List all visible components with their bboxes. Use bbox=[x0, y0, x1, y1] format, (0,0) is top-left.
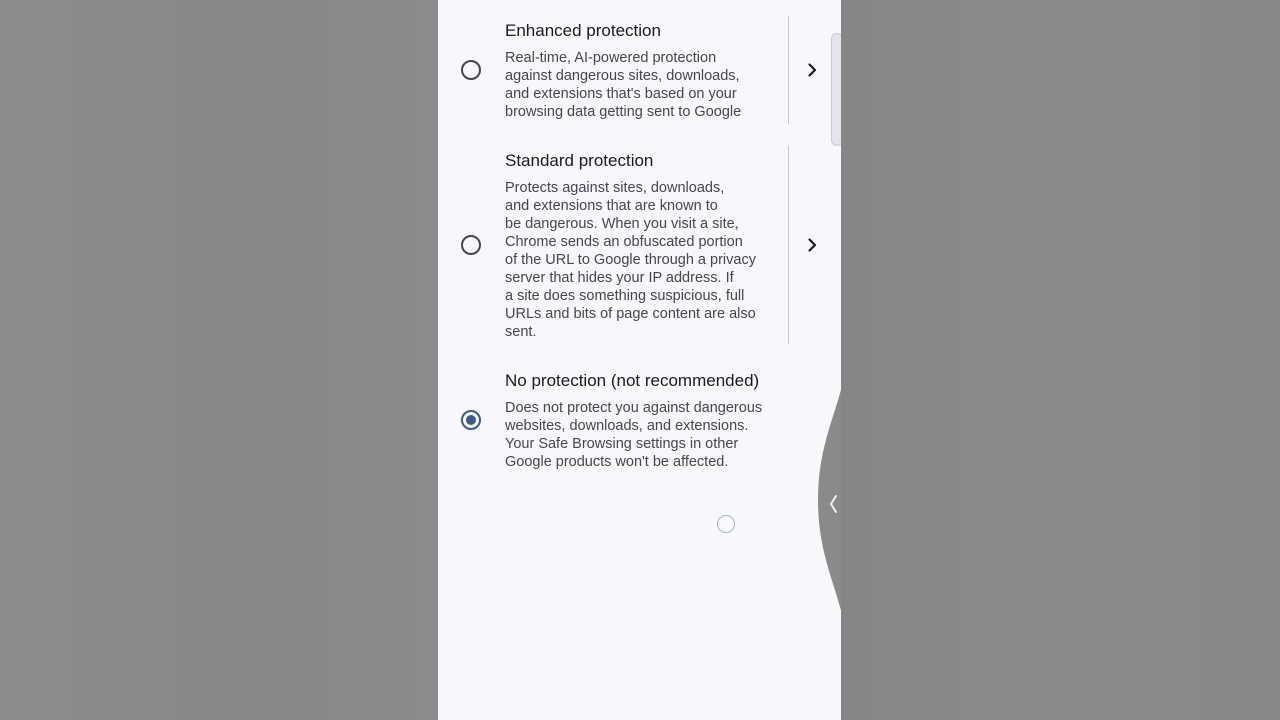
back-gesture-handle[interactable] bbox=[808, 340, 841, 660]
option-description: Does not protect you against dangerous websites, downloads, and extensions. Your Safe Browsing settings in other Google products won't be affected. bbox=[505, 400, 763, 470]
radio-no-protection[interactable] bbox=[461, 410, 481, 430]
option-title: Enhanced protection bbox=[505, 21, 661, 40]
option-description: Real-time, AI-powered protection against dangerous sites, downloads, and extensions that's based on your browsing data getting sent to Google bbox=[505, 50, 742, 120]
option-title: Standard protection bbox=[505, 151, 654, 170]
option-description: Protects against sites, downloads, and extensions that are known to be dangerous. When you visit a site, Chrome sends an obfuscated portion of the URL to Google through a privacy server that hides your IP address. If a site does something suspicious, full URLs and bits of page content are also sent. bbox=[505, 180, 756, 340]
option-title: No protection (not recommended) bbox=[505, 371, 760, 390]
touch-indicator bbox=[717, 515, 735, 533]
scrollbar[interactable] bbox=[831, 33, 841, 146]
phone-screen bbox=[438, 0, 841, 720]
option-no-protection[interactable] bbox=[438, 0, 841, 480]
